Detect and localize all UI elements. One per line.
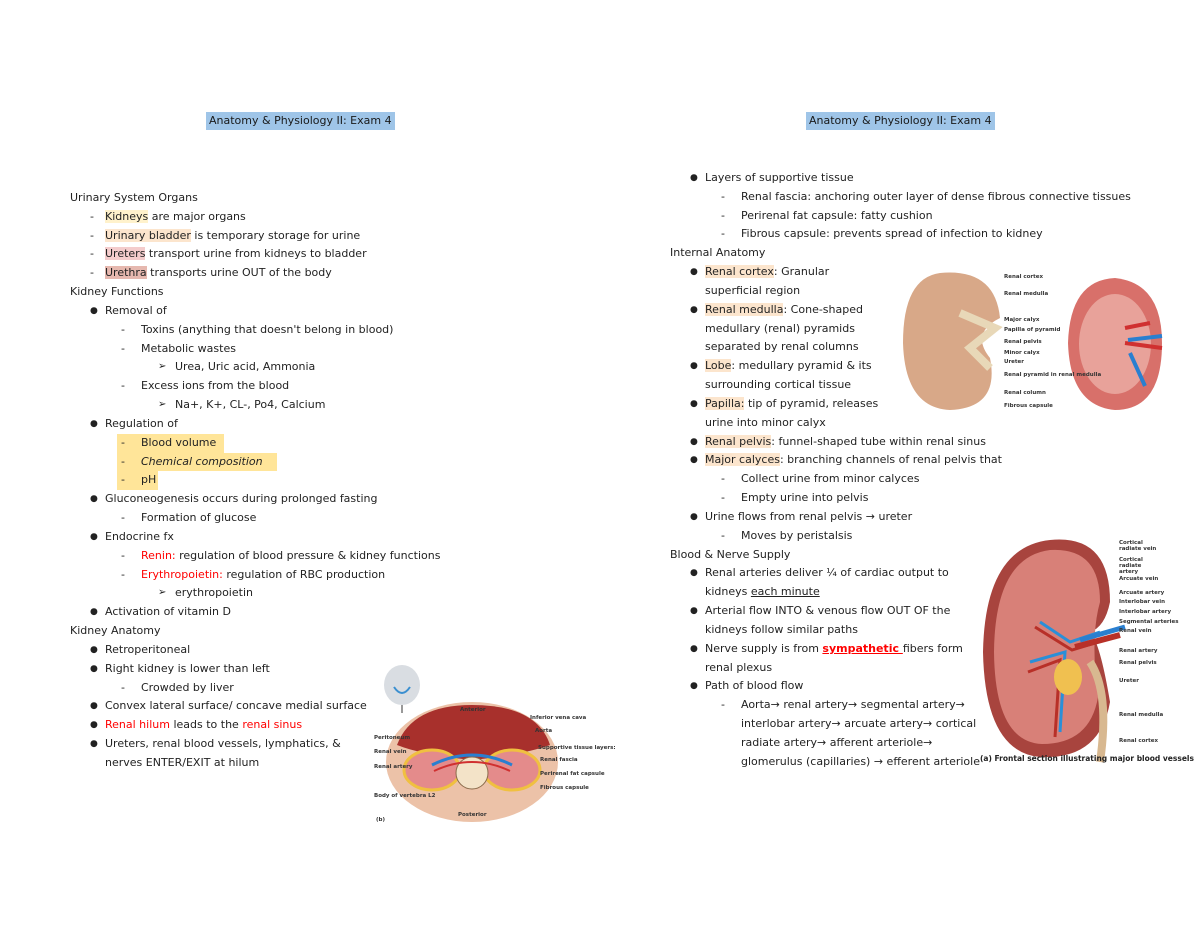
text-segment: Urine flows from renal pelvis → ureter [705,509,913,523]
dash-bullet-icon: - [121,548,125,562]
line-text [105,245,367,264]
figure-label: Minor calyx [1004,350,1040,356]
text-segment: renal sinus [242,718,303,732]
kidney-blood-vessels-figure [980,532,1200,782]
arrow-bullet-icon: ➢ [158,399,167,411]
highlighted-term: Urethra [105,266,147,280]
line-text [105,227,360,246]
text-segment: Arterial flow INTO & venous flow OUT OF the [705,604,951,618]
highlighted-term: Renal medulla [705,302,784,316]
text-segment: are major organs [148,209,246,223]
figure-label: (b) [376,817,385,823]
figure-caption: (a) Frontal section illustrating major blood vessels [980,754,1194,763]
line-text [741,188,1131,207]
text-segment: Retroperitoneal [105,642,191,656]
line-text [741,207,933,226]
text-segment: Endocrine fx [105,529,174,543]
dash-bullet-icon: - [121,435,125,449]
figure-label: Arcuate vein [1119,576,1159,582]
figure-label: Renal medulla [1004,291,1049,297]
text-segment: tip of pyramid, releases [744,396,879,410]
dash-bullet-icon: - [121,322,125,336]
figure-label: Renal artery [1119,648,1158,654]
highlighted-term: Papilla: [705,396,745,410]
dash-bullet-icon: - [721,698,725,712]
figure-label: Major calyx [1004,317,1040,323]
bullet-icon: ● [690,436,698,447]
text-segment: Layers of supportive tissue [705,171,854,184]
line-text [141,471,156,490]
line-text [705,564,949,583]
line-text [105,415,178,434]
line-text [141,321,393,340]
list-item [0,377,600,396]
figure-label: Renal fascia [540,757,578,763]
line-text [705,583,820,602]
bullet-icon: ● [90,531,98,542]
text-segment: Internal Anatomy [670,246,766,260]
highlighted-term: Renal cortex [705,265,774,279]
line-text [741,527,852,546]
text-segment: Path of blood flow [705,679,804,693]
list-item [0,340,600,359]
list-item [600,225,1200,244]
line-text [175,584,253,603]
text-segment: : funnel-shaped tube within renal sinus [771,434,986,448]
text-segment: Regulation of [105,416,178,430]
bullet-icon: ● [90,305,98,316]
line-text [105,528,174,547]
text-segment: Ureters, renal blood vessels, lymphatics, & [105,737,341,751]
line-text [741,489,868,508]
line-text [105,641,190,660]
line-text [741,225,1043,244]
line-text [670,244,765,263]
line-text [141,377,289,396]
list-item [600,207,1200,226]
dash-bullet-icon: - [121,680,125,694]
dash-bullet-icon: - [721,227,725,241]
bullet-icon: ● [90,739,98,750]
list-item [0,434,600,453]
text-segment: Kidney Anatomy [70,624,161,638]
line-text [141,679,234,698]
line-text [105,264,332,283]
list-item [0,396,600,415]
line-text [705,602,950,621]
page-title: Anatomy & Physiology II: Exam 4 [206,112,395,130]
kidney-internal-anatomy-figure [900,268,1165,413]
text-segment: surrounding cortical tissue [705,378,852,392]
text-segment: glomerulus (capillaries) → efferent arteriole [741,754,980,768]
bullet-icon: ● [690,361,698,372]
text-segment: Activation of vitamin D [105,605,231,619]
figure-label: Papilla of pyramid [1004,327,1061,333]
text-segment: Kidney Functions [70,285,164,299]
line-text [175,358,315,377]
text-segment: pH [141,473,157,487]
text-segment: transport urine from kidneys to bladder [145,247,367,261]
line-text [705,677,803,696]
dash-bullet-icon: - [121,379,125,393]
dash-bullet-icon: - [90,228,94,242]
bullet-icon: ● [690,304,698,315]
list-item [0,321,600,340]
line-text [105,716,302,735]
list-item [600,169,1200,188]
text-segment: Gluconeogenesis occurs during prolonged fasting [105,492,378,506]
bullet-icon: ● [90,418,98,429]
bullet-icon: ● [690,511,698,522]
text-segment: : branching channels of renal pelvis that [779,453,1002,467]
line-text [741,715,976,734]
list-item [600,433,1200,452]
figure-label: Renal vein [374,749,407,755]
bullet-icon: ● [690,568,698,579]
figure-label: Inferior vena cava [530,715,587,721]
figure-label: Perirenal fat capsule [540,771,605,777]
figure-label: Renal cortex [1004,274,1044,280]
line-text [705,301,863,320]
text-segment: Excess ions from the blood [141,379,290,393]
line-text [705,282,800,301]
text-segment: Crowded by liver [141,680,234,694]
text-segment: interlobar artery→ arcuate artery→ cortical [741,717,977,731]
text-segment: Metabolic wastes [141,341,236,355]
text-segment: Fibrous capsule: prevents spread of infection to kidney [741,227,1043,241]
bullet-icon: ● [690,643,698,654]
list-item [0,547,600,566]
dash-bullet-icon: - [721,491,725,505]
line-text [105,208,246,227]
line-text [705,640,963,659]
text-segment: Empty urine into pelvis [741,491,869,505]
line-text [141,547,440,566]
line-text [141,434,216,453]
highlighted-term: Kidneys [105,209,149,223]
line-text [741,696,965,715]
highlighted-term: Urinary bladder [105,228,191,242]
figure-label: Renal artery [374,764,413,770]
line-text [705,433,986,452]
text-segment: leads to the [169,718,243,732]
text-segment: Na+, K+, CL-, Po4, Calcium [175,398,326,412]
list-item [0,490,600,509]
line-text [105,603,231,622]
line-text [705,414,826,433]
figure-label: Cortical radiate vein [1119,540,1157,552]
bullet-icon: ● [690,173,698,183]
dash-bullet-icon: - [721,189,725,203]
figure-label: Anterior [460,707,486,713]
text-segment: superficial region [705,283,801,297]
blood-vessels-illustration [980,532,1200,767]
figure-label: Peritoneum [374,735,411,741]
text-segment: : Cone-shaped [783,302,863,316]
line-text [705,395,878,414]
text-segment: Right kidney is lower than left [105,661,270,675]
line-text [741,734,932,753]
figure-label: Fibrous capsule [540,785,589,791]
list-item [600,188,1200,207]
figure-label: Ureter [1119,678,1139,684]
text-segment: sympathetic [822,641,903,655]
figure-label: Interlobar artery [1119,609,1172,615]
dash-bullet-icon: - [90,209,94,223]
dash-bullet-icon: - [721,208,725,222]
line-text [105,697,367,716]
list-item [600,451,1200,470]
list-item [0,471,600,490]
line-text [175,396,325,415]
list-item [0,245,600,264]
arrow-bullet-icon: ➢ [158,361,167,373]
text-segment: urine into minor calyx [705,415,826,429]
line-text [105,490,377,509]
line-text [141,566,385,585]
highlighted-term: Lobe [705,359,732,373]
text-segment: : medullary pyramid & its [731,359,872,373]
figure-label: Cortical radiate artery [1119,557,1143,575]
text-segment: Erythropoietin: [141,567,223,581]
line-text [670,546,790,565]
text-segment: : Granular [773,265,830,279]
highlighted-term: Ureters [105,247,146,261]
section-heading [0,622,600,641]
bullet-icon: ● [90,701,98,712]
figure-label: Renal medulla [1119,712,1164,718]
line-text [705,451,1002,470]
list-item [0,415,600,434]
text-segment: Blood volume [141,435,217,449]
list-item [600,414,1200,433]
list-item [0,566,600,585]
text-segment: Chemical composition [141,454,263,468]
text-segment: kidneys follow similar paths [705,622,858,636]
dash-bullet-icon: - [721,472,725,486]
list-item [600,508,1200,527]
text-segment: Collect urine from minor calyces [741,472,920,486]
line-text [705,621,858,640]
list-item [0,453,600,472]
text-segment: Removal of [105,303,167,317]
list-item [0,603,600,622]
text-segment: Nerve supply is from [705,641,823,655]
figure-label: Supportive tissue layers: [538,745,616,751]
line-text [105,735,341,754]
line-text [741,753,980,772]
text-segment: is temporary storage for urine [190,228,361,242]
text-segment: Renal hilum [105,718,170,732]
line-text [70,189,198,208]
text-segment: medullary (renal) pyramids [705,321,855,335]
text-segment: radiate artery→ afferent arteriole→ [741,735,933,749]
line-text [70,622,161,641]
line-text [705,508,912,527]
list-item [0,208,600,227]
text-segment: Blood & Nerve Supply [670,547,791,561]
list-item [0,641,600,660]
text-segment: renal plexus [705,660,773,674]
text-segment: fibers form [902,641,963,655]
text-segment: regulation of blood pressure & kidney functions [175,548,441,562]
figure-label: Segmental arteries [1119,619,1179,625]
list-item [0,227,600,246]
dash-bullet-icon: - [90,266,94,280]
page-title: Anatomy & Physiology II: Exam 4 [806,112,995,130]
line-text [705,263,829,282]
bullet-icon: ● [90,494,98,505]
arrow-bullet-icon: ➢ [158,587,167,599]
text-segment: Convex lateral surface/ concave medial surface [105,699,367,713]
list-item [600,489,1200,508]
figure-label: Ureter [1004,359,1024,365]
figure-label: Renal cortex [1119,738,1159,744]
text-segment: Renal fascia: anchoring outer layer of dense fibrous connective tissues [741,189,1131,203]
bullet-icon: ● [690,606,698,617]
line-text [141,340,236,359]
text-segment: Toxins (anything that doesn't belong in blood) [141,322,394,336]
line-text [705,376,851,395]
list-item [0,358,600,377]
line-text [741,470,919,489]
list-item [0,264,600,283]
highlighted-term: Renal pelvis [705,434,772,448]
figure-label: Renal pyramid in renal medulla [1004,372,1102,378]
line-text [105,660,270,679]
text-segment: Perirenal fat capsule: fatty cushion [741,208,933,222]
section-heading [600,244,1200,263]
text-segment: Aorta→ renal artery→ segmental artery→ [741,698,965,712]
list-item [0,584,600,603]
figure-label: Posterior [458,812,487,818]
text-segment: transports urine OUT of the body [146,266,332,280]
bullet-icon: ● [690,398,698,409]
text-segment: Urinary System Organs [70,191,198,204]
text-segment: kidneys [705,585,751,599]
text-segment: Renin: [141,548,176,562]
dash-bullet-icon: - [721,528,725,542]
text-segment: erythropoietin [175,586,253,600]
section-heading [0,189,600,208]
dash-bullet-icon: - [121,454,125,468]
bullet-icon: ● [690,267,698,278]
line-text [70,283,164,302]
text-segment: Urea, Uric acid, Ammonia [175,360,316,374]
list-item [600,470,1200,489]
bullet-icon: ● [90,720,98,731]
line-text [705,320,855,339]
highlighted-term: Major calyces [705,453,780,467]
figure-label: Aorta [535,728,553,734]
line-text [705,659,772,678]
text-segment: Renal arteries deliver ¼ of cardiac output to [705,566,949,580]
figure-label: Arcuate artery [1119,590,1165,596]
section-heading [0,283,600,302]
list-item [0,528,600,547]
list-item [0,509,600,528]
text-segment: each minute [750,585,820,599]
line-text [141,509,256,528]
line-text [141,453,263,472]
figure-label: Fibrous capsule [1004,403,1053,409]
bullet-icon: ● [90,663,98,674]
dash-bullet-icon: - [121,511,125,525]
line-text [705,169,854,188]
bullet-icon: ● [90,607,98,618]
figure-label: Body of vertebra L2 [374,793,436,799]
line-text [705,357,872,376]
bullet-icon: ● [690,681,698,692]
page-right [600,0,1200,927]
figure-label: Renal pelvis [1119,660,1157,666]
figure-label: Renal vein [1119,628,1152,634]
dash-bullet-icon: - [121,341,125,355]
figure-label: Renal pelvis [1004,339,1042,345]
dash-bullet-icon: - [121,473,125,487]
text-segment: nerves ENTER/EXIT at hilum [105,755,260,769]
line-text [705,338,859,357]
bullet-icon: ● [690,455,698,466]
text-segment: Formation of glucose [141,511,257,525]
text-segment: Moves by peristalsis [741,528,853,542]
kidney-cross-section-figure [372,665,616,835]
bullet-icon: ● [90,644,98,655]
text-segment: separated by renal columns [705,340,859,354]
list-item [0,302,600,321]
dash-bullet-icon: - [90,247,94,261]
figure-label: Interlobar vein [1119,599,1166,605]
dash-bullet-icon: - [121,567,125,581]
text-segment: regulation of RBC production [222,567,386,581]
figure-label: Renal column [1004,390,1046,396]
line-text [105,302,167,321]
line-text [105,754,259,773]
